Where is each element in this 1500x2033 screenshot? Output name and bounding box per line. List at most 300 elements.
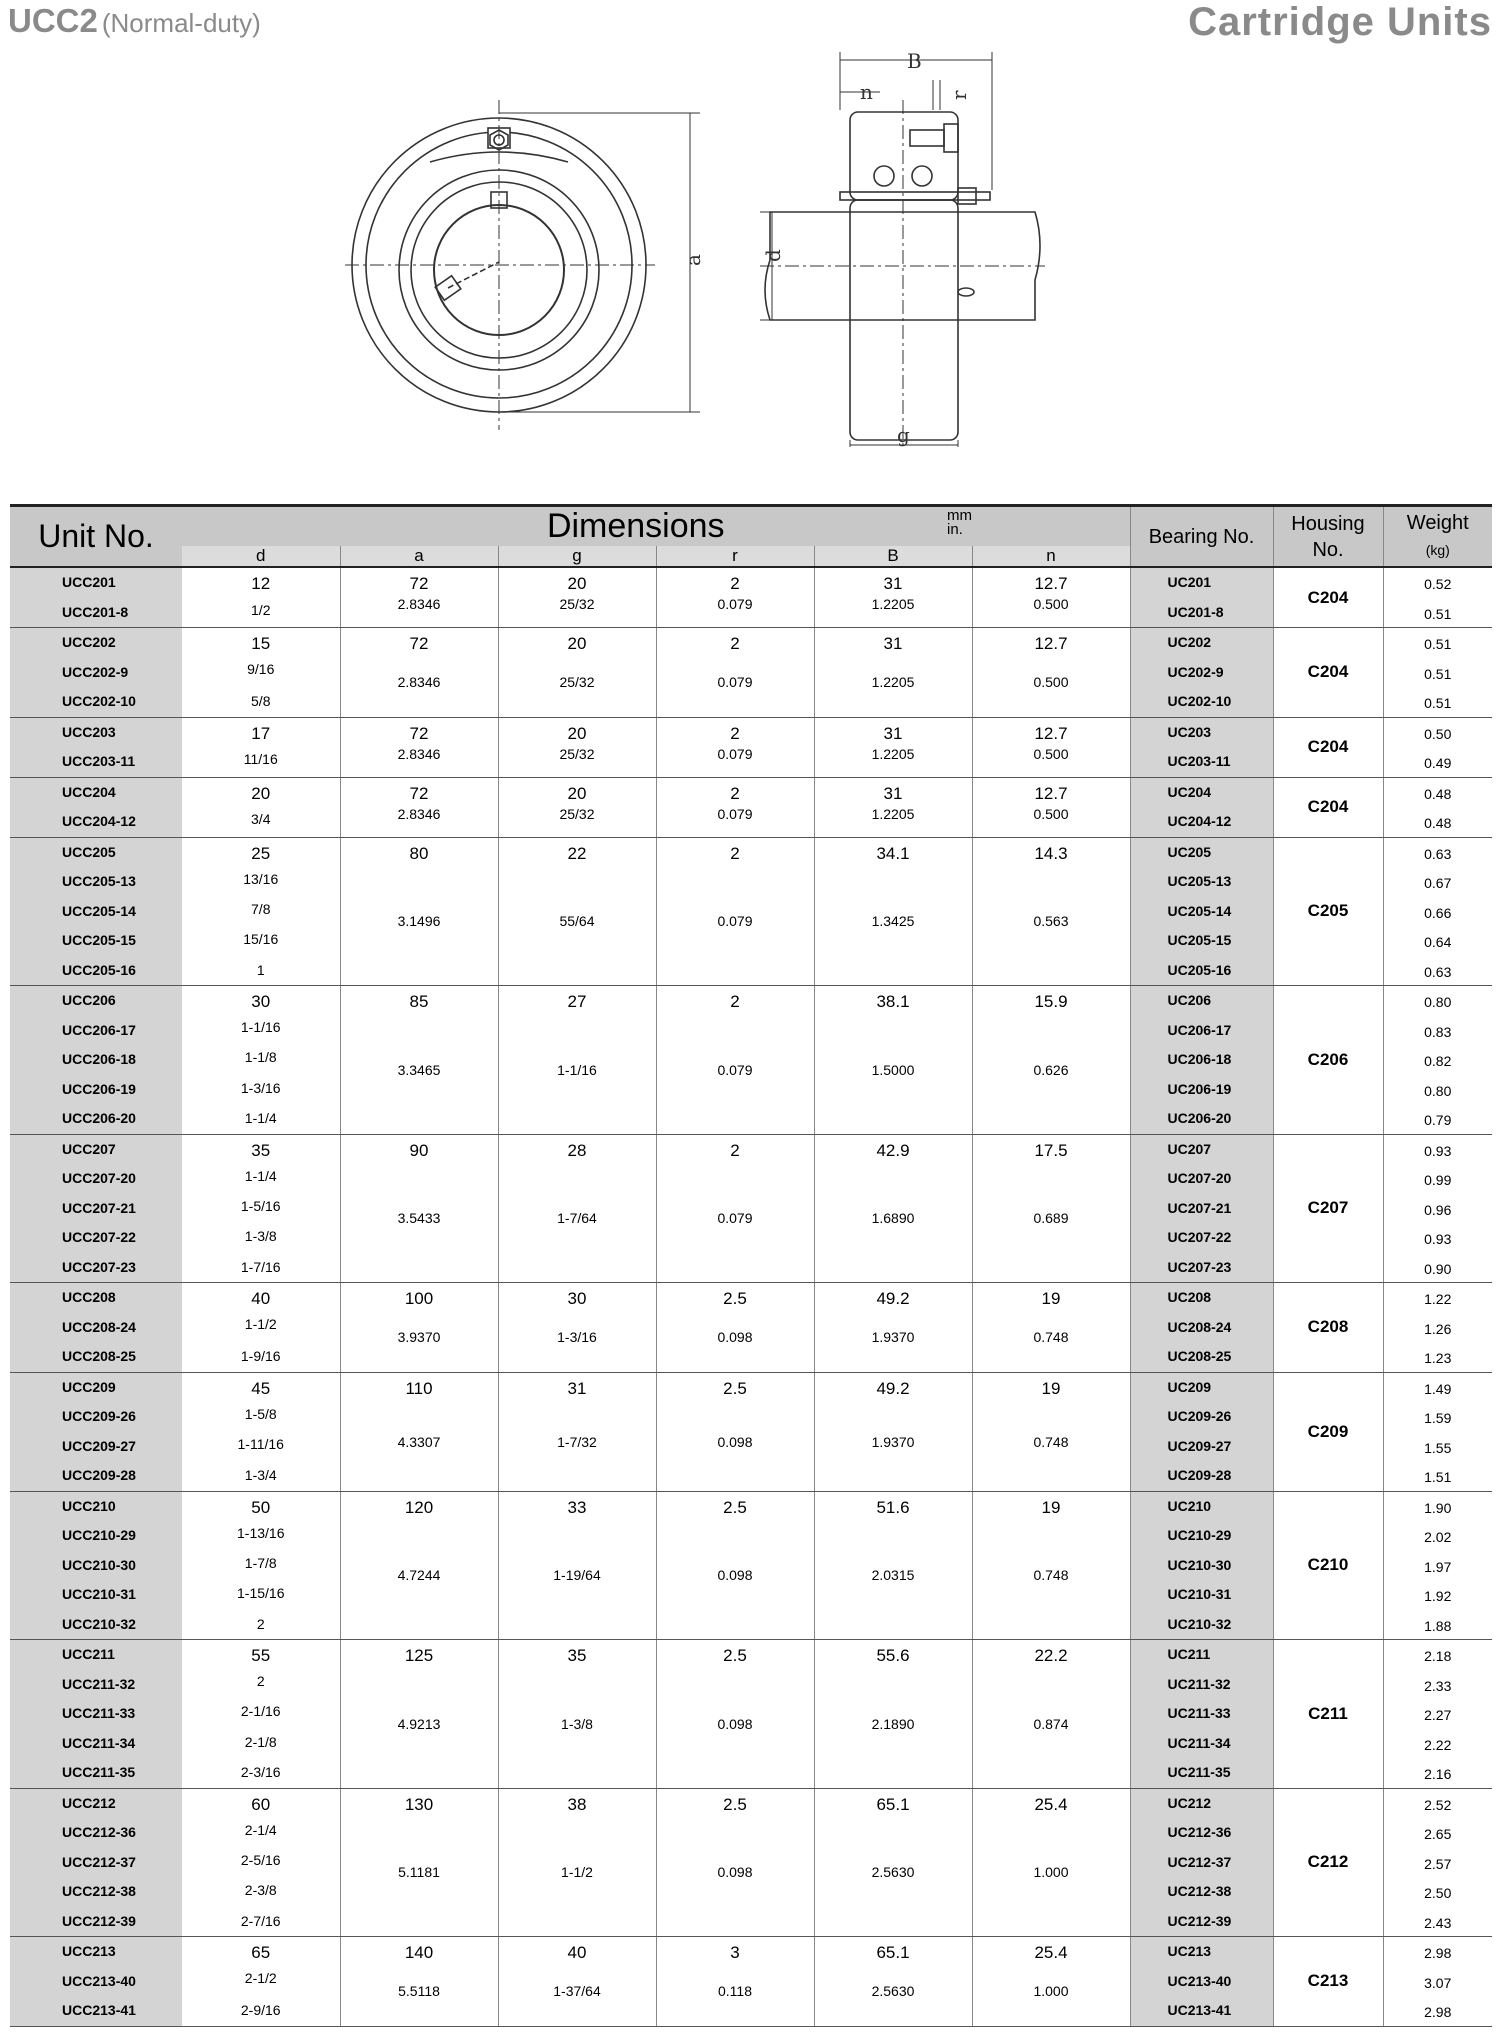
housing-no: C212 bbox=[1273, 1788, 1383, 1937]
bearing-no-cell bbox=[1130, 1283, 1273, 1373]
dim-d-mm: 12 bbox=[251, 574, 271, 593]
dim-g-inch: 25/32 bbox=[559, 745, 595, 762]
col-a-header: a bbox=[340, 546, 498, 567]
dim-g-inch: 1-19/64 bbox=[553, 1567, 601, 1584]
dim-r-inch: 0.098 bbox=[717, 1715, 753, 1732]
dim-d-inch: 1-1/16 bbox=[240, 1019, 281, 1036]
table-row bbox=[10, 1372, 1492, 1491]
bearing-no: UC210-30 bbox=[1167, 1556, 1232, 1573]
dim-n-inch: 0.563 bbox=[1033, 913, 1069, 930]
weight-value: 0.83 bbox=[1424, 1023, 1452, 1040]
dim-d-cell bbox=[182, 1937, 340, 2027]
weight-value: 0.52 bbox=[1424, 576, 1452, 592]
bearing-no: UC208-25 bbox=[1167, 1348, 1232, 1364]
unit-no: UCC210 bbox=[62, 1497, 116, 1514]
unit-no: UCC208-25 bbox=[62, 1348, 136, 1364]
unit-no: UCC205-14 bbox=[62, 902, 136, 919]
dim-B-cell bbox=[814, 837, 972, 986]
dim-a-cell bbox=[340, 1491, 498, 1640]
dim-n-mm: 25.4 bbox=[1034, 1794, 1068, 1814]
dim-d-inch: 1-5/16 bbox=[240, 1197, 281, 1214]
dim-r-cell bbox=[656, 717, 814, 777]
unit-no: UCC203 bbox=[62, 723, 116, 740]
dim-d-cell bbox=[182, 567, 340, 628]
dim-a-cell bbox=[340, 1640, 498, 1789]
weight-value: 2.98 bbox=[1424, 2004, 1452, 2020]
product-category-title: Cartridge Units bbox=[1188, 0, 1492, 44]
dim-r-label: r bbox=[947, 90, 971, 100]
dim-g-mm: 20 bbox=[567, 723, 587, 743]
dim-n-cell bbox=[972, 717, 1130, 777]
weight-value: 0.67 bbox=[1424, 875, 1452, 891]
dim-n-cell bbox=[972, 628, 1130, 718]
bearing-no: UC206-19 bbox=[1167, 1080, 1232, 1097]
dim-n-inch: 0.748 bbox=[1033, 1329, 1069, 1346]
unit-no-cell bbox=[10, 1372, 182, 1491]
dim-n-mm: 22.2 bbox=[1034, 1646, 1068, 1665]
dim-B-inch: 1.2205 bbox=[871, 596, 915, 612]
dim-d-inch: 1-7/16 bbox=[240, 1258, 281, 1275]
dim-d-mm: 15 bbox=[251, 634, 271, 653]
dim-r-inch: 0.098 bbox=[717, 1864, 753, 1881]
unit-no-cell bbox=[10, 567, 182, 628]
dim-B-cell bbox=[814, 1134, 972, 1283]
bearing-no: UC211-34 bbox=[1167, 1734, 1231, 1751]
col-r-header: r bbox=[656, 546, 814, 567]
dim-d-inch: 9/16 bbox=[247, 661, 275, 678]
dim-a-inch: 5.5118 bbox=[398, 1983, 440, 2000]
dim-d-cell bbox=[182, 986, 340, 1135]
dim-d-inch: 1-15/16 bbox=[237, 1585, 285, 1602]
unit-no-cell bbox=[10, 1134, 182, 1283]
dim-r-cell bbox=[656, 1372, 814, 1491]
unit-no: UCC207-20 bbox=[62, 1170, 136, 1186]
dim-d-cell bbox=[182, 1788, 340, 1937]
weight-value: 0.49 bbox=[1424, 755, 1452, 771]
dim-d-cell bbox=[182, 837, 340, 986]
unit-no-cell bbox=[10, 717, 182, 777]
dim-a-mm: 90 bbox=[409, 1140, 429, 1160]
dim-a-cell bbox=[340, 628, 498, 718]
weight-value: 0.48 bbox=[1424, 785, 1452, 802]
bearing-no-cell bbox=[1130, 628, 1273, 718]
dim-n-inch: 1.000 bbox=[1033, 1983, 1069, 2000]
dim-n-inch: 0.874 bbox=[1033, 1715, 1069, 1732]
dim-g-cell bbox=[498, 986, 656, 1135]
bearing-no: UC205-14 bbox=[1167, 902, 1232, 919]
weight-cell bbox=[1383, 777, 1492, 837]
dim-r-mm: 2 bbox=[730, 574, 740, 593]
dim-g-inch: 55/64 bbox=[559, 913, 595, 930]
weight-value: 0.90 bbox=[1424, 1260, 1452, 1277]
unit-no: UCC210-32 bbox=[62, 1615, 136, 1632]
table-row bbox=[10, 628, 1492, 718]
dim-B-mm: 31 bbox=[883, 574, 903, 593]
unit-no: UCC202-10 bbox=[62, 693, 136, 709]
unit-no: UCC205-15 bbox=[62, 932, 136, 948]
dim-g-cell bbox=[498, 1640, 656, 1789]
unit-no: UCC204 bbox=[62, 783, 116, 800]
unit-no: UCC206 bbox=[62, 992, 116, 1008]
dim-r-inch: 0.079 bbox=[717, 745, 753, 762]
dim-B-inch: 1.9370 bbox=[871, 1433, 915, 1450]
dim-d-inch: 1-7/8 bbox=[244, 1554, 277, 1571]
dim-r-mm: 2 bbox=[730, 1140, 740, 1160]
bearing-no-cell bbox=[1130, 986, 1273, 1135]
bearing-no: UC207-22 bbox=[1167, 1229, 1232, 1245]
table-row bbox=[10, 986, 1492, 1135]
dim-n-mm: 12.7 bbox=[1034, 783, 1068, 803]
weight-value: 1.90 bbox=[1424, 1499, 1452, 1516]
dim-g-mm: 22 bbox=[567, 843, 587, 863]
dim-d-inch: 1-3/16 bbox=[240, 1079, 281, 1096]
dim-n-inch: 0.626 bbox=[1033, 1061, 1069, 1078]
weight-cell bbox=[1383, 837, 1492, 986]
dim-a-label: a bbox=[681, 254, 705, 266]
bearing-no: UC213-40 bbox=[1167, 1972, 1232, 1989]
dim-a-cell bbox=[340, 1134, 498, 1283]
dim-r-mm: 3 bbox=[730, 1943, 740, 1962]
weight-value: 1.55 bbox=[1424, 1439, 1452, 1456]
dim-d-inch: 3/4 bbox=[251, 811, 271, 828]
dim-g-mm: 30 bbox=[567, 1289, 587, 1308]
weight-value: 1.51 bbox=[1424, 1469, 1452, 1485]
dim-n-cell bbox=[972, 1134, 1130, 1283]
duty-label: (Normal-duty) bbox=[101, 8, 261, 38]
dim-n-mm: 17.5 bbox=[1034, 1140, 1068, 1160]
dim-d-cell bbox=[182, 628, 340, 718]
dim-B-inch: 1.6890 bbox=[871, 1210, 915, 1227]
unit-no: UCC212-37 bbox=[62, 1853, 136, 1870]
dim-g-inch: 1-3/8 bbox=[561, 1715, 593, 1732]
unit-no-cell bbox=[10, 628, 182, 718]
weight-value: 2.16 bbox=[1424, 1766, 1452, 1782]
unit-no-cell bbox=[10, 837, 182, 986]
housing-no-header: Housing No. bbox=[1273, 506, 1383, 568]
dim-d-inch: 2-1/16 bbox=[240, 1703, 281, 1720]
dim-g-cell bbox=[498, 567, 656, 628]
bearing-no: UC210-32 bbox=[1167, 1615, 1232, 1632]
dim-r-inch: 0.079 bbox=[717, 805, 753, 822]
dim-n-cell bbox=[972, 837, 1130, 986]
dim-B-mm: 49.2 bbox=[876, 1289, 910, 1308]
bearing-no-cell bbox=[1130, 1937, 1273, 2027]
dim-r-cell bbox=[656, 837, 814, 986]
dim-n-mm: 15.9 bbox=[1034, 992, 1068, 1011]
weight-value: 0.80 bbox=[1424, 1082, 1452, 1099]
weight-value: 0.80 bbox=[1424, 994, 1452, 1010]
col-n-header: n bbox=[972, 546, 1130, 567]
bearing-no-cell bbox=[1130, 1372, 1273, 1491]
unit-no: UCC203-11 bbox=[62, 753, 136, 769]
dim-d-inch: 2-1/2 bbox=[244, 1970, 277, 1987]
bearing-no-cell bbox=[1130, 1134, 1273, 1283]
dim-r-mm: 2.5 bbox=[723, 1378, 747, 1398]
dim-n-mm: 12.7 bbox=[1034, 723, 1068, 743]
unit-no: UCC209-28 bbox=[62, 1467, 136, 1483]
weight-value: 2.18 bbox=[1424, 1648, 1452, 1664]
dim-B-cell bbox=[814, 567, 972, 628]
bearing-no: UC210-29 bbox=[1167, 1527, 1232, 1543]
dim-r-inch: 0.098 bbox=[717, 1567, 753, 1584]
unit-no: UCC205-16 bbox=[62, 961, 136, 978]
dim-g-mm: 33 bbox=[567, 1497, 587, 1517]
dim-d-cell bbox=[182, 1640, 340, 1789]
dim-a-inch: 3.1496 bbox=[397, 913, 441, 930]
weight-value: 0.50 bbox=[1424, 725, 1452, 742]
unit-no: UCC205 bbox=[62, 843, 116, 860]
dim-r-inch: 0.098 bbox=[717, 1329, 753, 1346]
weight-cell bbox=[1383, 1640, 1492, 1789]
dim-n-label: n bbox=[860, 80, 873, 104]
weight-cell bbox=[1383, 1283, 1492, 1373]
weight-value: 2.33 bbox=[1424, 1677, 1452, 1694]
weight-value: 2.52 bbox=[1424, 1796, 1452, 1813]
dim-B-mm: 49.2 bbox=[876, 1378, 910, 1398]
dim-B-inch: 2.5630 bbox=[871, 1864, 915, 1881]
dim-d-inch: 2-1/8 bbox=[244, 1733, 277, 1750]
weight-cell bbox=[1383, 567, 1492, 628]
bearing-no: UC213-41 bbox=[1167, 2002, 1232, 2018]
dim-r-mm: 2 bbox=[730, 634, 740, 653]
table-row bbox=[10, 1937, 1492, 2027]
dim-r-mm: 2 bbox=[730, 723, 740, 743]
dim-d-inch: 1/2 bbox=[251, 601, 271, 618]
unit-no: UCC209 bbox=[62, 1378, 116, 1395]
bearing-no: UC203 bbox=[1167, 723, 1212, 740]
unit-no: UCC211-34 bbox=[62, 1734, 136, 1751]
dim-r-cell bbox=[656, 1134, 814, 1283]
housing-no: C208 bbox=[1273, 1283, 1383, 1373]
dim-r-cell bbox=[656, 986, 814, 1135]
front-view bbox=[345, 100, 700, 430]
dim-a-inch: 3.5433 bbox=[397, 1210, 441, 1227]
dim-B-inch: 1.2205 bbox=[871, 805, 915, 822]
dim-n-cell bbox=[972, 986, 1130, 1135]
dim-g-inch: 25/32 bbox=[559, 596, 595, 612]
dim-d-cell bbox=[182, 717, 340, 777]
dim-a-inch: 4.3307 bbox=[397, 1433, 441, 1450]
dim-g-inch: 1-3/16 bbox=[557, 1329, 597, 1346]
dim-r-cell bbox=[656, 777, 814, 837]
weight-cell bbox=[1383, 1491, 1492, 1640]
unit-no-cell bbox=[10, 1640, 182, 1789]
weight-value: 1.92 bbox=[1424, 1588, 1452, 1604]
dim-d-inch: 7/8 bbox=[251, 900, 271, 917]
bearing-no: UC211 bbox=[1167, 1646, 1211, 1662]
dim-r-inch: 0.098 bbox=[717, 1433, 753, 1450]
dim-B-cell bbox=[814, 1788, 972, 1937]
dim-n-mm: 19 bbox=[1041, 1378, 1061, 1398]
dim-g-mm: 20 bbox=[567, 783, 587, 803]
dim-d-inch: 2-1/4 bbox=[244, 1821, 277, 1838]
dim-g-cell bbox=[498, 837, 656, 986]
dim-d-label: d bbox=[761, 249, 785, 262]
dim-B-inch: 1.2205 bbox=[871, 674, 915, 691]
dim-d-mm: 65 bbox=[251, 1943, 271, 1962]
unit-no: UCC210-29 bbox=[62, 1527, 136, 1543]
dim-r-mm: 2.5 bbox=[723, 1646, 747, 1665]
dim-B-cell bbox=[814, 1491, 972, 1640]
bearing-no: UC206 bbox=[1167, 992, 1212, 1008]
housing-no: C204 bbox=[1273, 777, 1383, 837]
unit-no: UCC212-39 bbox=[62, 1912, 136, 1929]
dim-d-inch: 1-9/16 bbox=[240, 1347, 281, 1364]
dimension-table bbox=[10, 504, 1492, 2027]
dim-g-inch: 1-7/64 bbox=[557, 1210, 597, 1227]
weight-value: 1.97 bbox=[1424, 1558, 1452, 1575]
dim-d-inch: 2-3/8 bbox=[244, 1882, 277, 1899]
dim-a-inch: 4.7244 bbox=[397, 1567, 441, 1584]
table-body bbox=[10, 567, 1492, 2026]
dim-d-inch: 1-13/16 bbox=[237, 1524, 285, 1541]
bearing-no: UC202-9 bbox=[1167, 663, 1224, 680]
dim-a-inch: 2.8346 bbox=[397, 805, 441, 822]
dim-r-cell bbox=[656, 567, 814, 628]
table-row bbox=[10, 1134, 1492, 1283]
dim-n-cell bbox=[972, 1372, 1130, 1491]
dim-a-mm: 100 bbox=[404, 1289, 434, 1308]
weight-value: 1.59 bbox=[1424, 1410, 1452, 1426]
col-B-header: B bbox=[814, 546, 972, 567]
dim-n-inch: 0.500 bbox=[1033, 745, 1069, 762]
dim-a-inch: 2.8346 bbox=[397, 674, 441, 691]
bearing-no: UC206-17 bbox=[1167, 1021, 1232, 1038]
dim-a-mm: 80 bbox=[409, 843, 429, 863]
unit-no: UCC208-24 bbox=[62, 1318, 136, 1335]
table-row bbox=[10, 1788, 1492, 1937]
dim-r-mm: 2 bbox=[730, 992, 740, 1011]
bearing-no-cell bbox=[1130, 777, 1273, 837]
bearing-no: UC210 bbox=[1167, 1497, 1212, 1514]
dim-g-inch: 1-7/32 bbox=[557, 1433, 597, 1450]
dim-r-inch: 0.079 bbox=[717, 1210, 753, 1227]
housing-no: C209 bbox=[1273, 1372, 1383, 1491]
unit-no: UCC211-35 bbox=[62, 1764, 136, 1780]
bearing-no: UC203-11 bbox=[1167, 753, 1231, 769]
table-row bbox=[10, 567, 1492, 628]
dim-g-cell bbox=[498, 1372, 656, 1491]
weight-value: 0.79 bbox=[1424, 1112, 1452, 1128]
unit-no: UCC210-31 bbox=[62, 1586, 136, 1602]
dim-d-inch: 13/16 bbox=[243, 870, 279, 887]
weight-value: 0.51 bbox=[1424, 605, 1452, 622]
bearing-no: UC209 bbox=[1167, 1378, 1212, 1395]
table-row bbox=[10, 837, 1492, 986]
weight-value: 0.63 bbox=[1424, 845, 1452, 862]
dim-g-mm: 31 bbox=[567, 1378, 587, 1398]
bearing-no: UC206-20 bbox=[1167, 1110, 1232, 1126]
dim-d-inch: 2-9/16 bbox=[240, 2001, 281, 2018]
dim-a-inch: 2.8346 bbox=[397, 596, 441, 612]
dim-d-mm: 40 bbox=[251, 1289, 271, 1308]
unit-no-cell bbox=[10, 777, 182, 837]
dim-g-cell bbox=[498, 1491, 656, 1640]
bearing-no: UC205-15 bbox=[1167, 932, 1232, 948]
bearing-no: UC205-16 bbox=[1167, 961, 1232, 978]
dim-a-mm: 72 bbox=[409, 574, 429, 593]
dim-d-mm: 50 bbox=[251, 1497, 271, 1517]
table-row bbox=[10, 1283, 1492, 1373]
dim-a-inch: 3.9370 bbox=[397, 1329, 441, 1346]
housing-no: C210 bbox=[1273, 1491, 1383, 1640]
dim-a-cell bbox=[340, 1372, 498, 1491]
dim-a-mm: 120 bbox=[404, 1497, 434, 1517]
weight-value: 0.64 bbox=[1424, 934, 1452, 950]
dim-g-cell bbox=[498, 1134, 656, 1283]
bearing-no: UC202 bbox=[1167, 634, 1212, 650]
unit-no: UCC208 bbox=[62, 1289, 116, 1305]
dim-a-cell bbox=[340, 1937, 498, 2027]
housing-no: C213 bbox=[1273, 1937, 1383, 2027]
dim-B-inch: 2.1890 bbox=[871, 1715, 915, 1732]
dim-a-inch: 5.1181 bbox=[398, 1864, 440, 1881]
dim-a-cell bbox=[340, 567, 498, 628]
dim-g-mm: 28 bbox=[567, 1140, 587, 1160]
side-view bbox=[760, 52, 1045, 450]
dim-n-inch: 0.500 bbox=[1033, 805, 1069, 822]
unit-no: UCC212-38 bbox=[62, 1883, 136, 1899]
dim-r-mm: 2 bbox=[730, 783, 740, 803]
weight-cell bbox=[1383, 1372, 1492, 1491]
unit-no: UCC211 bbox=[62, 1646, 115, 1662]
dim-n-cell bbox=[972, 777, 1130, 837]
unit-no: UCC206-20 bbox=[62, 1110, 136, 1126]
unit-no: UCC211-32 bbox=[62, 1675, 136, 1692]
dim-g-cell bbox=[498, 1283, 656, 1373]
dim-g-mm: 20 bbox=[567, 574, 587, 593]
dim-a-cell bbox=[340, 717, 498, 777]
weight-value: 1.49 bbox=[1424, 1380, 1452, 1397]
dim-n-cell bbox=[972, 1640, 1130, 1789]
weight-value: 3.07 bbox=[1424, 1974, 1452, 1991]
bearing-no-header: Bearing No. bbox=[1130, 506, 1273, 568]
dim-n-inch: 0.748 bbox=[1033, 1433, 1069, 1450]
bearing-no: UC201-8 bbox=[1167, 603, 1224, 620]
bearing-no: UC211-32 bbox=[1167, 1675, 1231, 1692]
dim-r-cell bbox=[656, 1788, 814, 1937]
bearing-no-cell bbox=[1130, 717, 1273, 777]
dim-a-mm: 140 bbox=[404, 1943, 434, 1962]
dim-d-inch: 15/16 bbox=[243, 931, 279, 948]
dim-r-inch: 0.079 bbox=[717, 674, 753, 691]
weight-cell bbox=[1383, 1937, 1492, 2027]
bearing-no: UC207-23 bbox=[1167, 1258, 1232, 1275]
table-row bbox=[10, 777, 1492, 837]
bearing-no: UC209-27 bbox=[1167, 1437, 1232, 1454]
bearing-no: UC205 bbox=[1167, 843, 1212, 860]
weight-value: 1.23 bbox=[1424, 1350, 1452, 1366]
housing-no: C204 bbox=[1273, 628, 1383, 718]
weight-cell bbox=[1383, 717, 1492, 777]
dim-d-mm: 55 bbox=[251, 1646, 271, 1665]
dim-d-cell bbox=[182, 1491, 340, 1640]
weight-value: 0.82 bbox=[1424, 1053, 1452, 1069]
dim-d-inch: 1-3/8 bbox=[244, 1228, 277, 1245]
bearing-no: UC212-37 bbox=[1167, 1853, 1232, 1870]
dim-d-inch: 2-7/16 bbox=[240, 1912, 281, 1929]
dim-B-inch: 2.5630 bbox=[871, 1983, 915, 2000]
dim-a-inch: 3.3465 bbox=[397, 1061, 441, 1078]
weight-value: 1.26 bbox=[1424, 1320, 1452, 1337]
table-row bbox=[10, 1640, 1492, 1789]
dim-r-mm: 2.5 bbox=[723, 1794, 747, 1814]
weight-value: 0.51 bbox=[1424, 695, 1452, 711]
dim-d-mm: 17 bbox=[251, 723, 271, 743]
dim-d-mm: 35 bbox=[251, 1140, 271, 1160]
dim-d-inch: 1-1/2 bbox=[244, 1316, 277, 1333]
dim-g-mm: 20 bbox=[567, 634, 587, 653]
